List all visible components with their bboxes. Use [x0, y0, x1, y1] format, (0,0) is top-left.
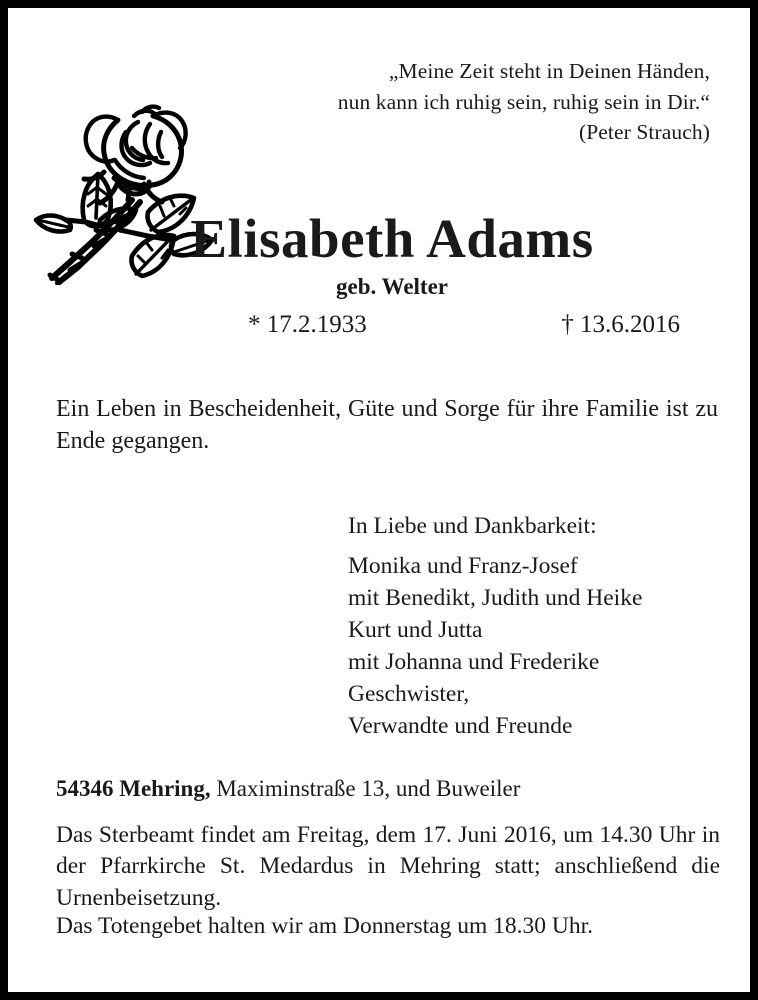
family-line: mit Johanna und Frederike: [348, 649, 600, 676]
quote-attribution: (Peter Strauch): [578, 120, 710, 145]
deceased-name-block: [8, 208, 750, 300]
quote-line-2: nun kann ich ruhig sein, ruhig sein in Dir.“: [337, 89, 710, 114]
death-date: † 13.6.2016: [561, 311, 680, 338]
notice-sheet: [8, 8, 750, 992]
family-line: Verwandte und Freunde: [348, 713, 573, 740]
intro-paragraph: Ein Leben in Bescheidenheit, Güte und Sorge für ihre Familie ist zu Ende gegangen.: [56, 396, 718, 454]
life-dates: [248, 311, 680, 339]
quote-line-1: „Meine Zeit steht in Deinen Händen,: [388, 59, 710, 83]
family-line: Monika und Franz-Josef: [348, 553, 578, 580]
memorial-quote: [240, 56, 710, 148]
service-details: Das Sterbeamt findet am Freitag, dem 17. Juni 2016, um 14.30 Uhr in der Pfarrkirche St. Medardus in Mehring statt; anschließend die Urnenbeisetzung.: [56, 822, 720, 911]
family-lead-line: In Liebe und Dankbarkeit:: [348, 513, 597, 539]
deceased-full-name: Elisabeth Adams: [190, 208, 594, 269]
deceased-maiden-name: geb. Welter: [336, 274, 448, 300]
family-line: Geschwister,: [348, 681, 470, 708]
family-line: Kurt und Jutta: [348, 617, 483, 644]
address-city: 54346 Mehring,: [56, 776, 211, 801]
prayer-details: Das Totengebet halten wir am Donnerstag um 18.30 Uhr.: [56, 913, 594, 939]
address-line: [56, 774, 720, 804]
address-street: Maximinstraße 13, und Buweiler: [210, 776, 521, 801]
family-line: mit Benedikt, Judith und Heike: [348, 585, 643, 612]
family-block: [348, 510, 728, 742]
birth-date: * 17.2.1933: [248, 311, 367, 338]
